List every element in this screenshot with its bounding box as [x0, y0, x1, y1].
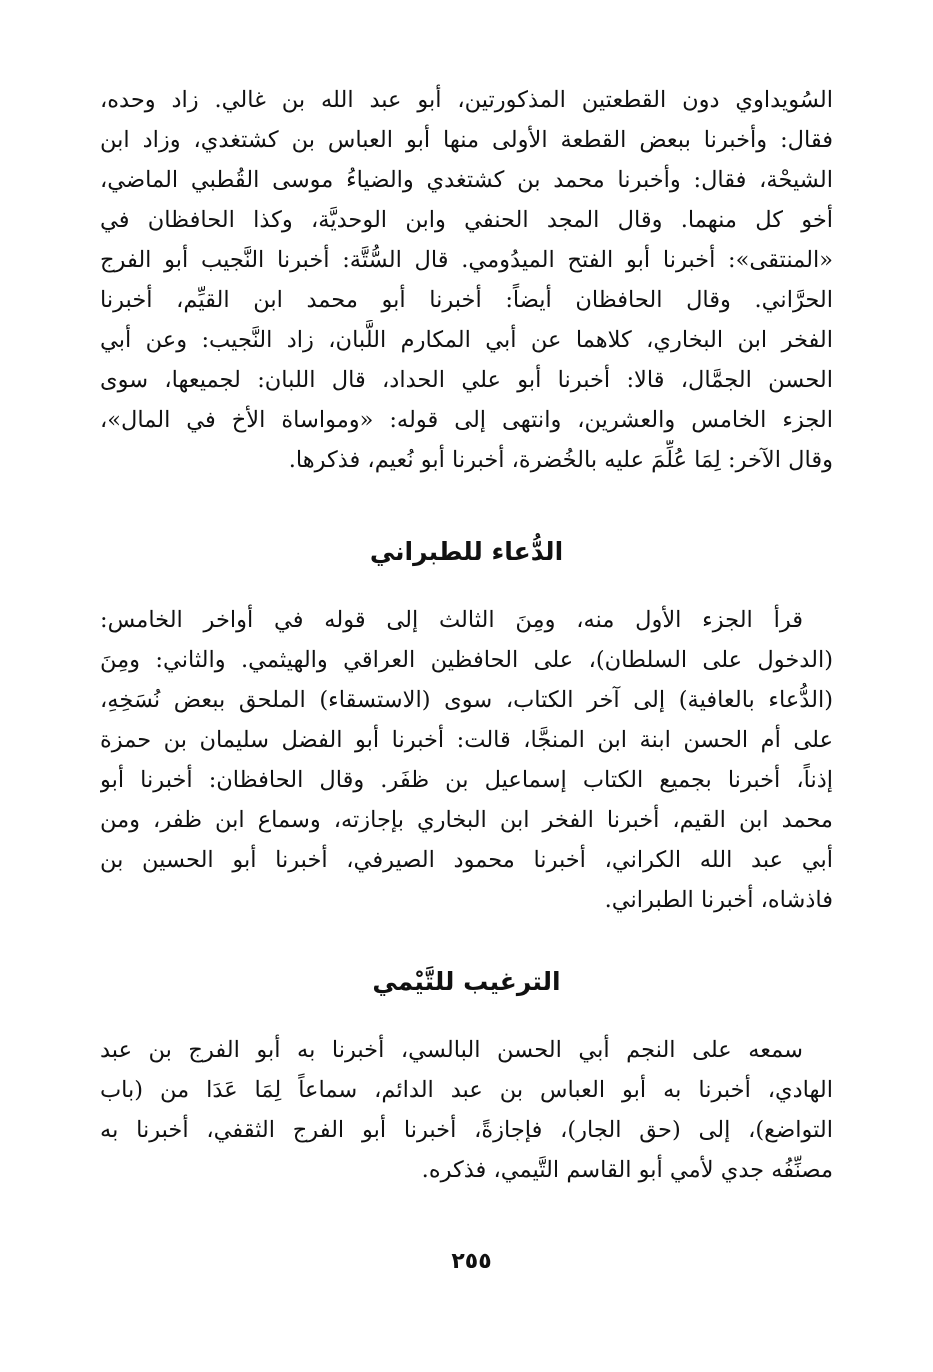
text-line: فاذشاه، أخبرنا الطبراني. — [604, 887, 833, 913]
text-line: أبي عبد الله الكراني، أخبرنا محمود الصيرفي، أخبرنا أبو الحسين بن — [100, 847, 833, 873]
text-line: سمعه على النجم أبي الحسن البالسي، أخبرنا به أبو الفرج بن عبد — [100, 1037, 803, 1063]
text-line: التواضع)، إلى (حق الجار)، فإجازةً، أخبرنا أبو الفرج الثقفي، أخبرنا به — [100, 1117, 833, 1143]
text-line: الحسن الجمَّال، قالا: أخبرنا أبو علي الحداد، قال اللبان: لجميعها، سوى — [100, 367, 833, 393]
section-intro — [100, 80, 833, 480]
text-line: الهادي، أخبرنا به أبو العباس بن عبد الدائم، سماعاً لِمَا عَدَا من (باب — [100, 1077, 833, 1103]
text-line: إذناً، أخبرنا بجميع الكتاب إسماعيل بن ظفَر. وقال الحافظان: أخبرنا أبو — [100, 767, 833, 793]
section-heading: الدُّعاء للطبراني — [369, 537, 564, 566]
section-duaa — [100, 600, 833, 920]
page-body — [100, 80, 833, 1190]
section-targhib — [100, 1030, 833, 1190]
text-line: أخو كل منهما. وقال المجد الحنفي وابن الوحديَّة، وكذا الحافظان في — [100, 207, 833, 233]
text-line: السُويداوي دون القطعتين المذكورتين، أبو عبد الله بن غالي. زاد وحده، — [100, 87, 833, 113]
text-line: محمد ابن القيم، أخبرنا الفخر ابن البخاري بإجازته، وسماع ابن ظفر، ومن — [100, 807, 833, 833]
text-line: الحرَّاني. وقال الحافظان أيضاً: أخبرنا أبو محمد ابن القيِّم، أخبرنا — [100, 287, 833, 313]
section-heading: الترغيب للتَّيْمي — [372, 967, 561, 996]
text-line: (الدخول على السلطان)، على الحافظين العراقي والهيثمي. والثاني: ومِنَ — [100, 647, 833, 673]
text-line: فقال: وأخبرنا ببعض القطعة الأولى منها أبو العباس بن كشتغدي، وزاد ابن — [100, 127, 833, 153]
page-number: ٢٥٥ — [451, 1249, 492, 1274]
text-line: قرأ الجزء الأول منه، ومِنَ الثالث إلى قوله في أواخر الخامس: — [100, 607, 803, 633]
text-line: (الدُّعاء بالعافية) إلى آخر الكتاب، سوى (الاستسقاء) الملحق ببعض نُسَخِهِ، — [100, 687, 833, 713]
text-line: مصنِّفُه جدي لأمي أبو القاسم التَّيمي، فذكره. — [421, 1157, 833, 1183]
text-line: الشيحْة، فقال: وأخبرنا محمد بن كشتغدي والضياءُ موسى القُطبي الماضي، — [100, 167, 833, 193]
text-line: وقال الآخر: لِمَا عُلِّمَ عليه بالخُضرة، أخبرنا أبو نُعيم، فذكرها. — [288, 447, 833, 473]
text-line: على أم الحسن ابنة ابن المنجَّا، قالت: أخبرنا أبو الفضل سليمان بن حمزة — [100, 727, 833, 753]
text-line: «المنتقى»: أخبرنا أبو الفتح الميدُومي. قال السُّتَّة: أخبرنا النَّجيب أبو الفرج — [100, 247, 833, 273]
text-line: الفخر ابن البخاري، كلاهما عن أبي المكارم اللَّبان، زاد النَّجيب: وعن أبي — [100, 327, 833, 353]
text-line: الجزء الخامس والعشرين، وانتهى إلى قوله: «ومواساة الأخ في المال»، — [100, 407, 833, 433]
